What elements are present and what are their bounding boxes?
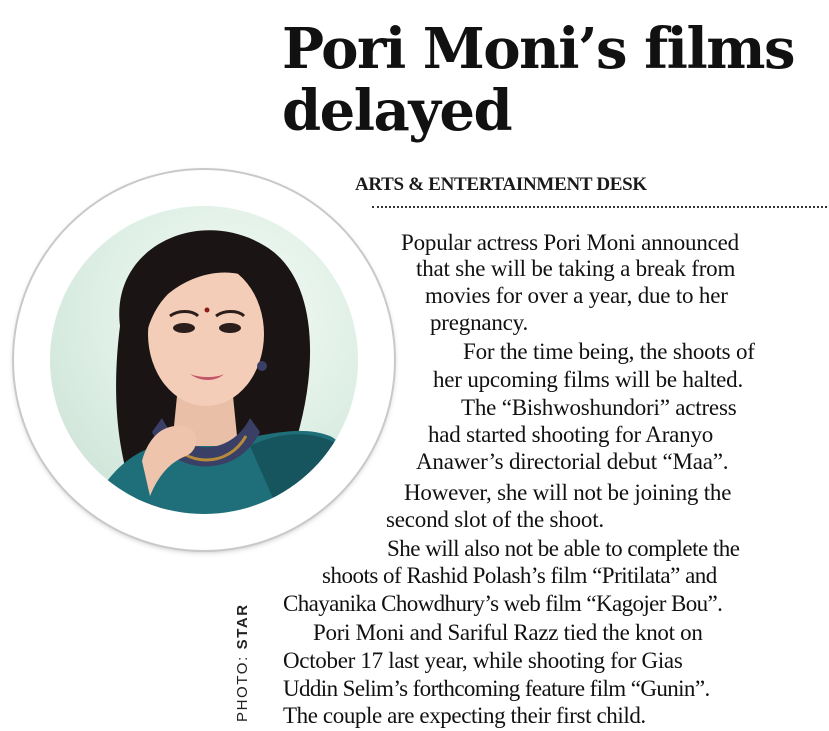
photo-credit-prefix: PHOTO: [234, 655, 251, 722]
body-line: The couple are expecting their first child. [283, 703, 646, 728]
photo-frame [14, 170, 394, 550]
body-line: movies for over a year, due to her [425, 283, 728, 308]
sari-shade [250, 434, 358, 514]
body-line: had started shooting for Aranyo [428, 422, 714, 447]
body-line: pregnancy. [430, 310, 529, 335]
body-line: shoots of Rashid Polash’s film “Pritilata” and [322, 563, 717, 588]
body-line: her upcoming films will be halted. [433, 367, 744, 392]
body-line: that she will be taking a break from [416, 256, 736, 281]
body-line: Popular actress Pori Moni announced [401, 230, 739, 255]
dotted-divider [372, 206, 827, 208]
body-line: Chayanika Chowdhury’s web film “Kagojer Bou”. [283, 591, 723, 616]
body-line: second slot of the shoot. [386, 507, 604, 532]
actress-photo [50, 206, 358, 514]
body-line: She will also not be able to complete the [387, 536, 740, 561]
photo-credit [234, 603, 251, 722]
body-line: Pori Moni and Sariful Razz tied the knot on [313, 620, 703, 645]
headline-line-2: delayed [282, 78, 512, 144]
headline [282, 18, 827, 142]
body-line: October 17 last year, while shooting for Gias [283, 648, 683, 673]
byline: ARTS & ENTERTAINMENT DESK [355, 174, 647, 195]
body-line: However, she will not be joining the [404, 480, 732, 505]
body-line: The “Bishwoshundori” actress [461, 395, 737, 420]
body-line: For the time being, the shoots of [463, 339, 755, 364]
portrait-illustration [50, 206, 358, 514]
photo-credit-source: STAR [234, 603, 251, 650]
body-line: Uddin Selim’s forthcoming feature film “Gunin”. [283, 676, 710, 701]
headline-line-1: Pori Moni’s films [282, 16, 794, 82]
body-line: Anawer’s directorial debut “Maa”. [416, 449, 729, 474]
